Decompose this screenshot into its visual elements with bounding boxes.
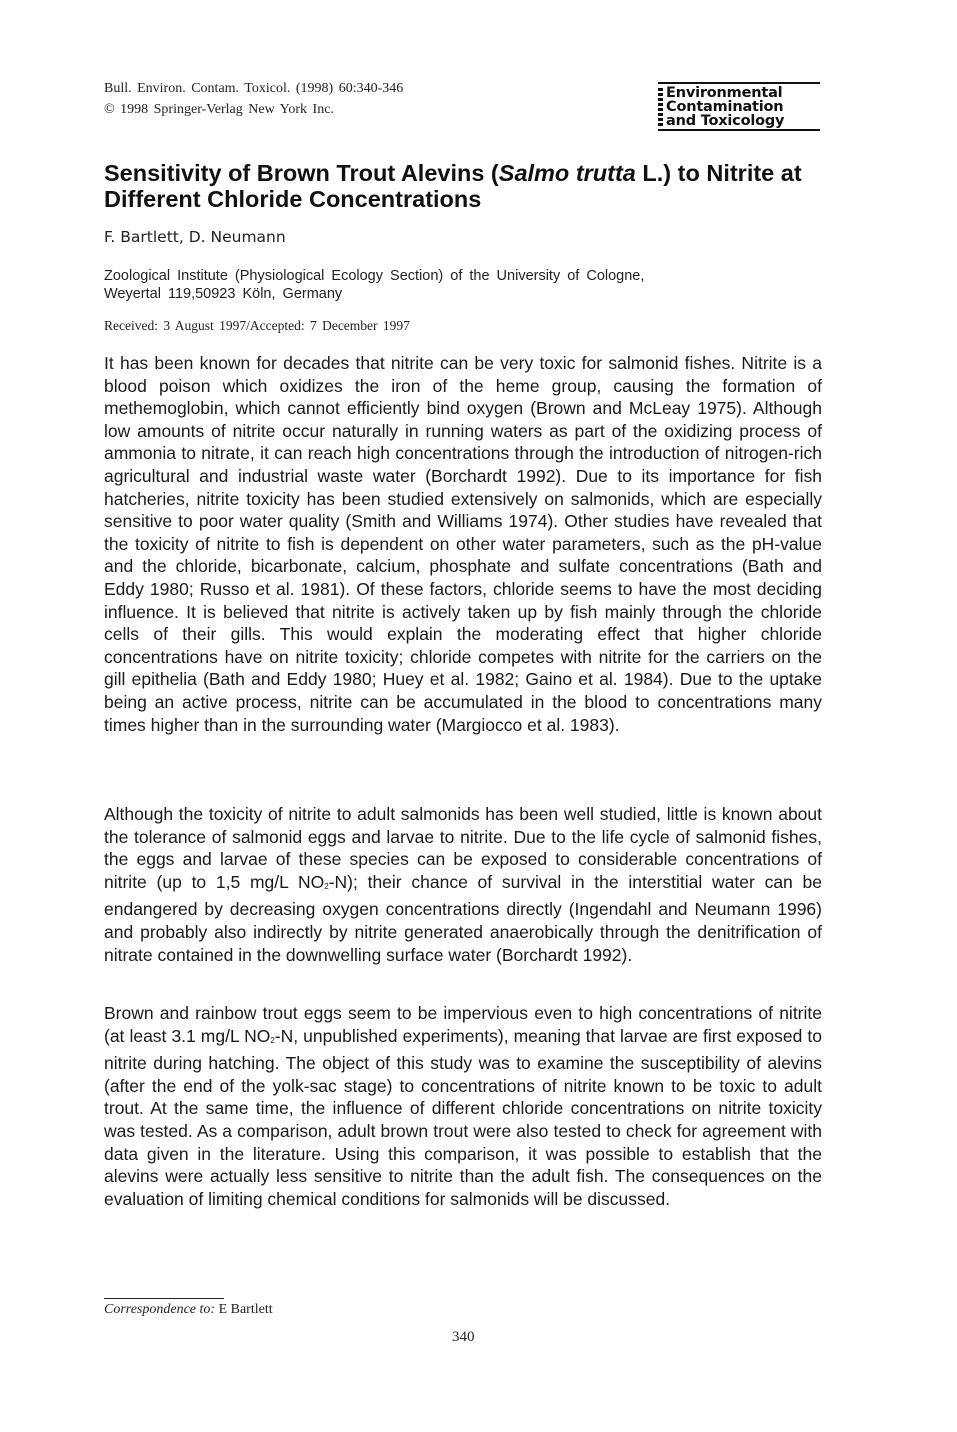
subscript: 2 xyxy=(324,881,329,891)
page-number: 340 xyxy=(452,1329,475,1345)
body-paragraph-3 xyxy=(104,1002,822,1210)
logo-side-bar xyxy=(658,88,663,126)
correspondence-label: Correspondence to: xyxy=(104,1302,216,1317)
affiliation xyxy=(104,267,824,303)
subscript: 2 xyxy=(270,1035,275,1045)
journal-logo xyxy=(658,82,820,131)
footnote-divider xyxy=(104,1298,224,1299)
title-species: Salmo trutta xyxy=(498,160,636,186)
title-part-1: Sensitivity of Brown Trout Alevins ( xyxy=(104,160,499,186)
citation-line: Bull. Environ. Contam. Toxicol. (1998) 60:340-346 xyxy=(104,81,404,96)
affiliation-line-1: Zoological Institute (Physiological Ecology Section) of the University of Cologne, xyxy=(104,268,645,284)
body-paragraph-2 xyxy=(104,803,822,966)
paragraph-3-text-a: Brown and rainbow trout eggs seem to be impervious even to high concentrations of nitrite (at least 3.1 mg/L NO xyxy=(104,1003,822,1046)
copyright-line: © 1998 Springer-Verlag New York Inc. xyxy=(104,102,334,117)
logo-line-2: Contamination xyxy=(666,99,784,115)
paragraph-2-text-a: Although the toxicity of nitrite to adult salmonids has been well studied, little is known about the tolerance of salmonid eggs and larvae to nitrite. Due to the life cycle of salmonid fishes, the eggs and larvae of these species can be exposed to considerable concentrations of nitrite (up to 1,5 mg/L NO xyxy=(104,804,822,892)
affiliation-line-2: Weyertal 119,50923 Köln, Germany xyxy=(104,286,343,302)
paragraph-3-text-b: -N, unpublished experiments), meaning that larvae are first exposed to nitrite during hatching. The object of this study was to examine the susceptibility of alevins (after the end of the yolk-sac stage) to concentrations of nitrite known to be toxic to adult trout. At the same time, the influence of different chloride concentrations on nitrite toxicity was tested. As a comparison, adult brown trout were also tested to check for agreement with data given in the literature. Using this comparison, it was possible to establish that the alevins were actually less sensitive to nitrite than the adult fish. The consequences on the evaluation of limiting chemical conditions for salmonids will be discussed. xyxy=(104,1025,822,1209)
correspondence-footnote xyxy=(104,1302,273,1318)
authors: F. Bartlett, D. Neumann xyxy=(104,228,286,246)
body-paragraph-1: It has been known for decades that nitrite can be very toxic for salmonid fishes. Nitrite is a blood poison which oxidizes the iron of the heme group, causing the formation of methemoglobin, which cannot efficiently bind oxygen (Brown and McLeay 1975). Although low amounts of nitrite occur naturally in running waters as part of the oxidizing process of ammonia to nitrate, it can reach high concentrations through the introduction of nitrogen-rich agricultural and industrial waste water (Borchardt 1992). Due to its importance for fish hatcheries, nitrite toxicity has been studied extensively on salmonids, which are especially sensitive to poor water quality (Smith and Williams 1974). Other studies have revealed that the toxicity of nitrite to fish is dependent on other water parameters, such as the pH-value and the chloride, bicarbonate, calcium, phosphate and sulfate concentrations (Bath and Eddy 1980; Russo et al. 1981). Of these factors, chloride seems to have the most deciding influence. It is believed that nitrite is actively taken up by fish mainly through the chloride cells of their gills. This would explain the moderating effect that higher chloride concentrations have on nitrite toxicity; chloride competes with nitrite for the carriers on the gill epithelia (Bath and Eddy 1980; Huey et al. 1982; Gaino et al. 1984). Due to the uptake being an active process, nitrite can be accumulated in the blood to concentrations many times higher than in the surrounding water (Margiocco et al. 1983). xyxy=(104,353,822,735)
logo-line-3: and Toxicology xyxy=(666,113,785,129)
title-part-2: L.) to Nitrite at Different Chloride Concentrations xyxy=(104,160,802,212)
correspondence-name: E Bartlett xyxy=(218,1302,273,1317)
journal-citation xyxy=(104,78,403,120)
logo-line-1: Environmental xyxy=(666,85,783,101)
received-dates: Received: 3 August 1997/Accepted: 7 December 1997 xyxy=(104,318,410,333)
article-title xyxy=(104,160,824,212)
paragraph-2-text-b: -N); their chance of survival in the interstitial water can be endangered by decreasing oxygen concentrations directly (Ingendahl and Neumann 1996) and probably also indirectly by nitrite generated anaerobically through the denitrification of nitrate contained in the downwelling surface water (Borchardt 1992). xyxy=(104,871,822,965)
